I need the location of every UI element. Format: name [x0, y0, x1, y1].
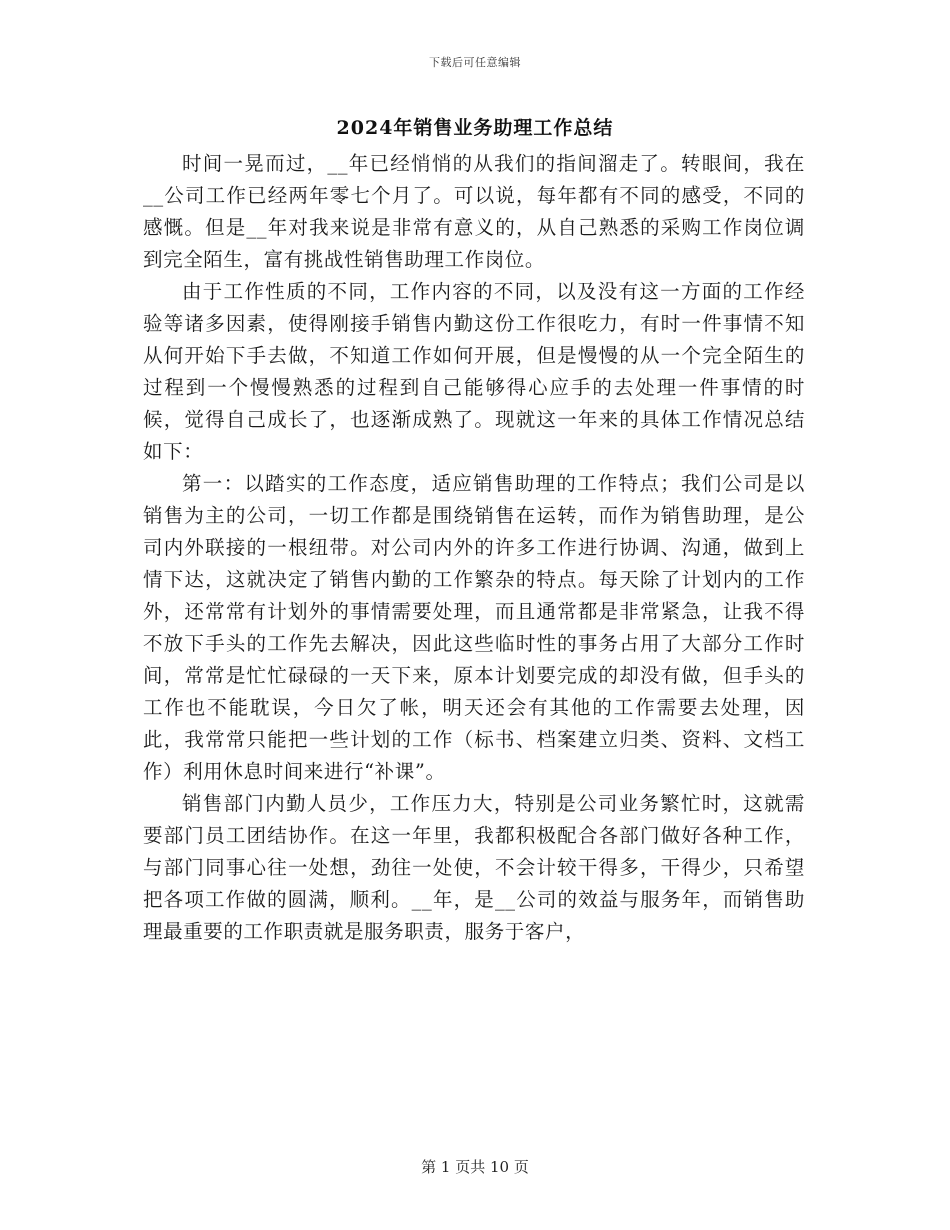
paragraph-3: 第一：以踏实的工作态度，适应销售助理的工作特点；我们公司是以销售为主的公司，一切工作都是围绕销售在运转，而作为销售助理，是公司内外联接的一根纽带。对公司内外的许多工作进行协调、沟通，做到上情下达，这就决定了销售内勤的工作繁杂的特点。每天除了计划内的工作外，还常常有计划外的事情需要处理，而且通常都是非常紧急，让我不得不放下手头的工作先去解决，因此这些临时性的事务占用了大部分工作时间，常常是忙忙碌碌的一天下来，原本计划要完成的却没有做，但手头的工作也不能耽误，今日欠了帐，明天还会有其他的工作需要去处理，因此，我常常只能把一些计划的工作（标书、档案建立归类、资料、文档工作）利用休息时间来进行“补课”。	[143, 472, 805, 783]
paragraph-4: 销售部门内勤人员少，工作压力大，特别是公司业务繁忙时，这就需要部门员工团结协作。在这一年里，我都积极配合各部门做好各种工作，与部门同事心往一处想，劲往一处使，不会计较干得多，干得少，只希望把各项工作做的圆满，顺利。__年，是__公司的效益与服务年，而销售助理最重要的工作职责就是服务职责，服务于客户，	[143, 792, 805, 943]
page-header: 下载后可任意编辑	[429, 56, 521, 69]
document-title: 2024年销售业务助理工作总结	[336, 117, 614, 139]
page-number: 第 1 页共 10 页	[421, 1158, 529, 1176]
paragraph-1: 时间一晃而过，__年已经悄悄的从我们的指间溜走了。转眼间，我在__公司工作已经两年零七个月了。可以说，每年都有不同的感受，不同的感慨。但是__年对我来说是非常有意义的，从自己熟悉的采购工作岗位调到完全陌生，富有挑战性销售助理工作岗位。	[143, 152, 805, 271]
document-body	[143, 148, 805, 948]
paragraph-2: 由于工作性质的不同，工作内容的不同，以及没有这一方面的工作经验等诸多因素，使得刚接手销售内勤这份工作很吃力，有时一件事情不知从何开始下手去做，不知道工作如何开展，但是慢慢的从一个完全陌生的过程到一个慢慢熟悉的过程到自己能够得心应手的去处理一件事情的时候，觉得自己成长了，也逐渐成熟了。现就这一年来的具体工作情况总结如下：	[143, 280, 805, 463]
